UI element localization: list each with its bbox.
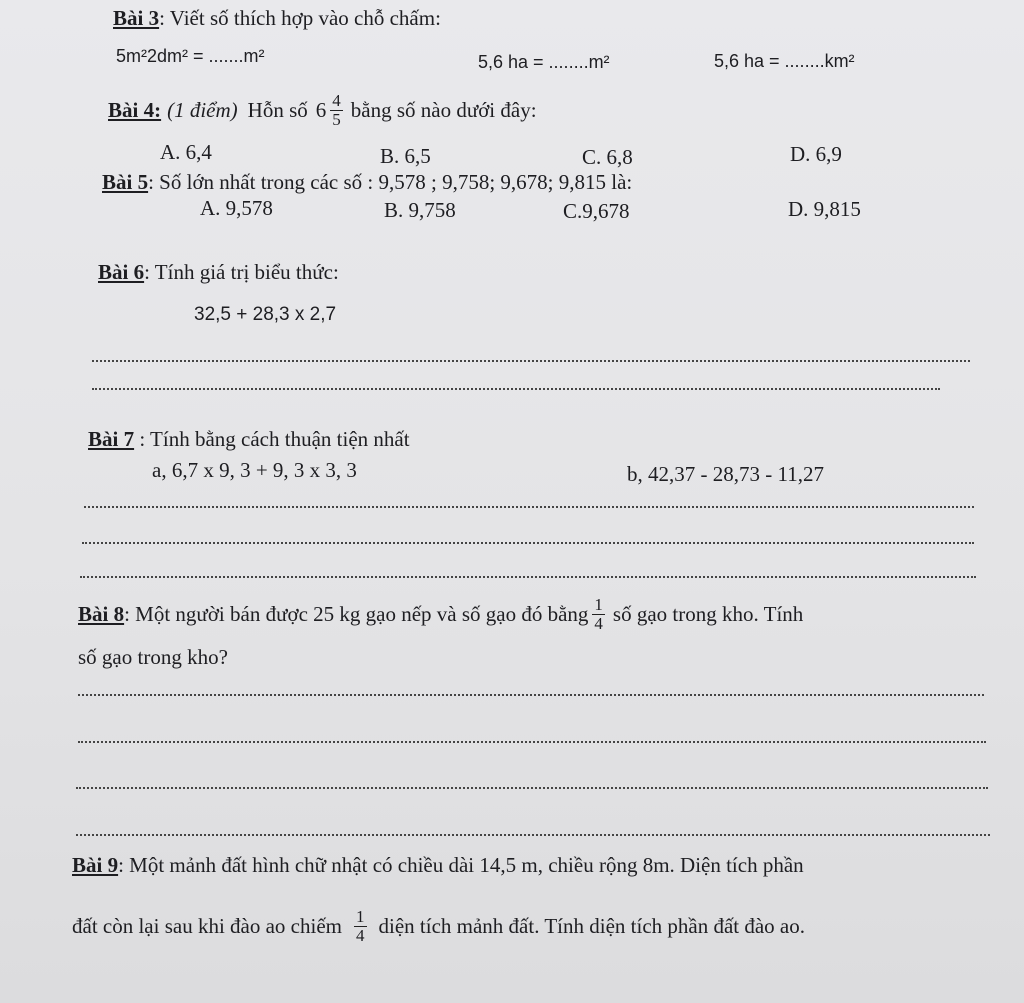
bai6-expression: 32,5 + 28,3 x 2,7 [194, 304, 337, 325]
bai5-option-b: B. 9,758 [384, 198, 456, 222]
fraction-denominator: 4 [594, 614, 603, 633]
bai5-heading [102, 170, 632, 195]
bai8-heading [78, 596, 803, 633]
answer-line [76, 834, 990, 836]
mixed-number-fraction [330, 92, 343, 129]
answer-line [84, 506, 974, 508]
fraction-numerator: 1 [594, 595, 603, 614]
answer-line [92, 388, 940, 390]
bai7-part-a: a, 6,7 x 9, 3 + 9, 3 x 3, 3 [152, 458, 357, 482]
bai4-label: Bài 4: [108, 98, 162, 122]
mixed-number-whole: 6 [315, 98, 327, 122]
bai7-label: Bài 7 [88, 427, 135, 451]
bai4-option-c: C. 6,8 [582, 145, 633, 169]
fraction-denominator: 5 [332, 110, 341, 129]
answer-line [76, 787, 988, 789]
answer-line [78, 741, 986, 743]
bai9-label: Bài 9 [72, 853, 119, 877]
bai3-item-3: 5,6 ha = ........km² [714, 51, 855, 71]
bai6-label: Bài 6 [98, 260, 145, 284]
bai4-option-b: B. 6,5 [380, 144, 431, 168]
bai4-points: (1 điểm) [167, 98, 238, 122]
bai9-prompt-c: diện tích mảnh đất. Tính diện tích phần đất đào ao. [378, 914, 806, 938]
bai8-prompt-c: số gạo trong kho? [78, 645, 228, 669]
fraction-numerator: 4 [332, 91, 341, 110]
bai3-heading [113, 6, 441, 31]
bai5-label: Bài 5 [102, 170, 149, 194]
answer-line [80, 576, 976, 578]
bai7-prompt: : Tính bằng cách thuận tiện nhất [134, 427, 410, 451]
bai6-prompt: : Tính giá trị biểu thức: [144, 260, 339, 284]
bai4-prompt-b: bằng số nào dưới đây: [350, 98, 537, 122]
answer-line [78, 694, 984, 696]
bai4-option-a: A. 6,4 [160, 140, 212, 164]
bai9-prompt-a: : Một mảnh đất hình chữ nhật có chiều dài 14,5 m, chiều rộng 8m. Diện tích phần [118, 853, 804, 877]
bai5-option-c: C.9,678 [563, 199, 630, 223]
bai4-heading [108, 92, 537, 129]
bai7-heading [88, 427, 410, 452]
bai9-line-2 [72, 908, 805, 945]
bai4-prompt-a: Hỗn số [247, 98, 308, 122]
bai9-fraction [354, 908, 367, 945]
bai5-prompt: : Số lớn nhất trong các số : 9,578 ; 9,758; 9,678; 9,815 là: [148, 170, 633, 194]
fraction-denominator: 4 [356, 926, 365, 945]
bai8-fraction [592, 596, 605, 633]
bai3-item-1: 5m²2dm² = .......m² [116, 46, 265, 66]
bai8-prompt-b: số gạo trong kho. Tính [612, 602, 804, 626]
bai3-label: Bài 3 [113, 6, 160, 30]
bai8-label: Bài 8 [78, 602, 125, 626]
answer-line [82, 542, 974, 544]
bai9-heading [72, 853, 804, 878]
bai5-option-d: D. 9,815 [788, 197, 861, 221]
bai7-part-b: b, 42,37 - 28,73 - 11,27 [627, 462, 824, 486]
bai6-heading [98, 260, 339, 285]
bai3-item-2: 5,6 ha = ........m² [478, 52, 610, 72]
fraction-numerator: 1 [356, 907, 365, 926]
answer-line [92, 360, 970, 362]
bai5-option-a: A. 9,578 [200, 196, 273, 220]
bai4-option-d: D. 6,9 [790, 142, 842, 166]
mixed-number [316, 92, 347, 129]
bai8-prompt-a: : Một người bán được 25 kg gạo nếp và số gạo đó bằng [124, 602, 589, 626]
bai3-prompt: : Viết số thích hợp vào chỗ chấm: [159, 6, 441, 30]
bai9-prompt-b: đất còn lại sau khi đào ao chiếm [72, 914, 342, 938]
